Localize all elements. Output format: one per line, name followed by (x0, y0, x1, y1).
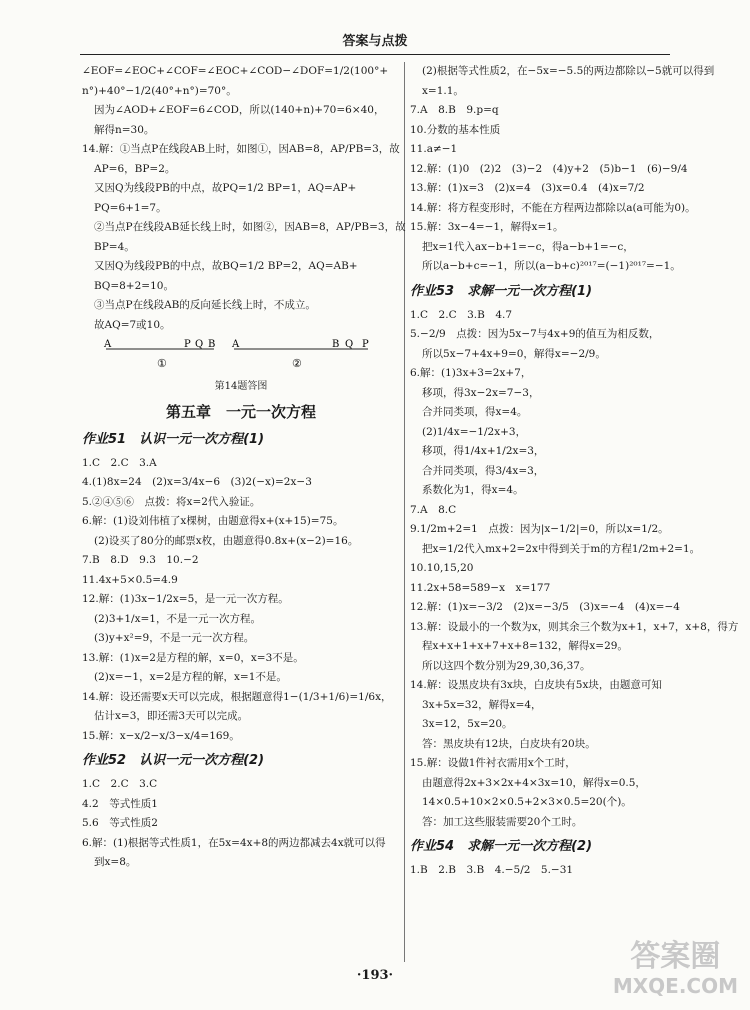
answer-line: 6.解：(1)设刘伟植了x棵树，由题意得x+(x+15)=75。 (82, 515, 344, 527)
answer-line: AP=6，BP=2。 (94, 162, 176, 175)
answer-line: 1.B 2.B 3.B 4.−5/2 5.−31 (410, 864, 574, 876)
section-title: 作业54 求解一元一次方程(2) (410, 839, 593, 854)
answer-line: x=1.1。 (422, 84, 464, 97)
answer-line: 11.4x+5×0.5=4.9 (82, 573, 178, 586)
answer-line: 又因Q为线段PB的中点，故BQ=1/2 BP=2，AQ=AB+ (94, 260, 358, 272)
answer-line: 5.②④⑤⑥ 点拨：将x=2代入验证。 (82, 495, 261, 508)
answer-line: 10.10,15,20 (410, 562, 474, 574)
answer-line: 所以a−b+c=−1，所以(a−b+c)²⁰¹⁷=(−1)²⁰¹⁷=−1。 (422, 260, 681, 272)
answer-line: 因为∠AOD+∠EOF=6∠COD，所以(140+n)+70=6×40， (94, 104, 385, 116)
section-title: 作业51 认识一元一次方程(1) (82, 431, 265, 447)
answer-line: 10.分数的基本性质 (410, 123, 501, 136)
answer-line: 15.解：设做1件衬衣需用x个工时， (410, 757, 576, 769)
figure-caption: 第14题答图 (214, 381, 268, 392)
point-label: Q (195, 339, 204, 350)
answer-line: 故AQ=7或10。 (94, 318, 171, 331)
answer-line: 又因Q为线段PB的中点，故PQ=1/2 BP=1，AQ=AP+ (94, 182, 357, 194)
answer-line: 7.A 8.B 9.p=q (410, 104, 499, 116)
answer-line: 14.解：设还需要x天可以完成，根据题意得1−(1/3+1/6)=1/6x， (82, 690, 392, 703)
section-title: 作业53 求解一元一次方程(1) (410, 283, 593, 299)
answer-line: 11.a≠−1 (410, 143, 458, 155)
point-label: P (184, 339, 191, 350)
figure-number: ② (292, 357, 302, 370)
answer-line: 答：加工这些服装需要20个工时。 (422, 815, 583, 828)
answer-line: 3x+5x=32，解得x=4， (422, 698, 542, 711)
answer-line: 6.解：(1)3x+3=2x+7， (410, 367, 532, 379)
point-label: Q (345, 339, 354, 350)
answer-line: 程x+x+1+x+7+x+8=132，解得x=29。 (422, 640, 628, 652)
section-title: 作业52 认识一元一次方程(2) (82, 753, 265, 768)
answer-line: 14.解：将方程变形时，不能在方程两边都除以a(a可能为0)。 (410, 201, 696, 214)
answer-line: (2)3+1/x=1，不是一元一次方程。 (94, 612, 261, 625)
answer-line: 15.解：x−x/2−x/3−x/4=169。 (82, 729, 240, 742)
answer-line: PQ=6+1=7。 (94, 201, 167, 214)
watermark-url: MXQE.COM (612, 974, 738, 998)
answer-line: 1.C 2.C 3.B 4.7 (410, 308, 513, 321)
answer-line: 合并同类项，得x=4。 (422, 406, 528, 418)
right-column (410, 62, 739, 881)
answer-line: BP=4。 (94, 240, 135, 253)
answer-line: n°)+40°−1/2(40°+n°)=70°。 (82, 84, 237, 97)
answer-line: ③当点P在线段AB的反向延长线上时，不成立。 (94, 299, 316, 311)
answer-line: (2)x=−1，x=2是方程的解，x=1不是。 (94, 671, 287, 683)
answer-line: 4.2 等式性质1 (82, 797, 158, 810)
figure-number: ① (157, 357, 167, 370)
answer-line: 3x=12，5x=20。 (422, 718, 513, 730)
answer-line: 14.解：设黑皮块有3x块，白皮块有5x块，由题意可知 (410, 679, 662, 691)
chapter-title: 第五章 一元一次方程 (165, 402, 316, 421)
point-label: A (104, 339, 112, 350)
answer-line: 13.解：(1)x=3 (2)x=4 (3)x=0.4 (4)x=7/2 (410, 182, 645, 194)
point-label: B (208, 339, 216, 350)
answer-line: 14×0.5+10×2×0.5+2×3×0.5=20(个)。 (422, 796, 632, 808)
answer-line: ∠EOF=∠EOC+∠COF=∠EOC+∠COD−∠DOF=1/2(100°+ (82, 65, 389, 77)
page-header: 答案与点拨 (80, 30, 670, 55)
answer-line: 解得n=30。 (94, 123, 155, 136)
answer-line: 5.−2/9 点拨：因为5x−7与4x+9的值互为相反数， (410, 328, 660, 340)
answer-line: (2)设买了80分的邮票x枚，由题意得0.8x+(x−2)=16。 (94, 534, 359, 547)
answer-line: 6.解：(1)根据等式性质1，在5x=4x+8的两边都减去4x就可以得 (82, 836, 386, 849)
answer-line: 1.C 2.C 3.A (82, 456, 157, 469)
answer-line: 11.2x+58=589−x x=177 (410, 581, 551, 594)
answer-line: 把x=1/2代入mx+2=2x中得到关于m的方程1/2m+2=1。 (422, 542, 701, 555)
answer-line: 移项，得3x−2x=7−3， (422, 386, 540, 399)
answer-line: 5.6 等式性质2 (82, 817, 158, 829)
watermark-text: 答案圈 (630, 939, 721, 974)
column-divider (404, 62, 405, 962)
answer-line: (3)y+x²=9，不是一元一次方程。 (94, 632, 255, 644)
answer-line: 7.A 8.C (410, 503, 457, 516)
answer-line: 答：黑皮块有12块，白皮块有20块。 (422, 737, 596, 750)
answer-line: 所以这四个数分别为29,30,36,37。 (422, 659, 591, 672)
point-label: A (232, 339, 240, 350)
answer-line: 由题意得2x+3×2x+4×3x=10，解得x=0.5， (422, 776, 646, 789)
answer-line: 把x=1代入ax−b+1=−c，得a−b+1=−c， (422, 240, 634, 253)
page-number: ·193· (356, 968, 394, 983)
answer-line: 估计x=3，即还需3天可以完成。 (94, 710, 249, 722)
answer-line: 7.B 8.D 9.3 10.−2 (82, 554, 199, 566)
answer-line: 15.解：3x−4=−1，解得x=1。 (410, 221, 564, 233)
answer-line: 14.解：①当点P在线段AB上时，如图①，因AB=8，AP/PB=3，故 (82, 143, 400, 155)
answer-line: 12.解：(1)0 (2)2 (3)−2 (4)y+2 (5)b−1 (6)−9/4 (410, 162, 688, 175)
left-column (82, 62, 406, 873)
answer-line: (2)1/4x=−1/2x+3， (422, 425, 527, 438)
answer-line: 所以5x−7+4x+9=0，解得x=−2/9。 (422, 347, 606, 360)
answer-line: 13.解：设最小的一个数为x，则其余三个数为x+1，x+7，x+8，得方 (410, 620, 739, 633)
answer-line: 12.解：(1)3x−1/2x=5，是一元一次方程。 (82, 593, 289, 605)
answer-line: BQ=8+2=10。 (94, 279, 174, 292)
watermark-logo (613, 940, 738, 998)
answer-line: 到x=8。 (94, 856, 137, 868)
point-label: P (362, 339, 369, 350)
answer-line: 13.解：(1)x=2是方程的解，x=0，x=3不是。 (82, 651, 304, 664)
segment-figure (82, 335, 400, 377)
answer-line: 12.解：(1)x=−3/2 (2)x=−3/5 (3)x=−4 (4)x=−4 (410, 601, 680, 613)
answer-line: 9.1/2m+2=1 点拨：因为|x−1/2|=0，所以x=1/2。 (410, 523, 669, 535)
answer-line: 移项，得1/4x+1/2x=3， (422, 445, 545, 457)
answer-line: 1.C 2.C 3.C (82, 778, 158, 790)
answer-line: 合并同类项，得3/4x=3， (422, 464, 545, 477)
point-label: B (332, 339, 340, 350)
answer-line: 系数化为1，得x=4。 (422, 484, 524, 496)
answer-line: (2)根据等式性质2，在−5x=−5.5的两边都除以−5就可以得到 (422, 65, 715, 77)
answer-line: ②当点P在线段AB延长线上时，如图②，因AB=8，AP/PB=3，故 (94, 221, 406, 233)
answer-line: 4.(1)8x=24 (2)x=3/4x−6 (3)2(−x)=2x−3 (82, 476, 312, 488)
